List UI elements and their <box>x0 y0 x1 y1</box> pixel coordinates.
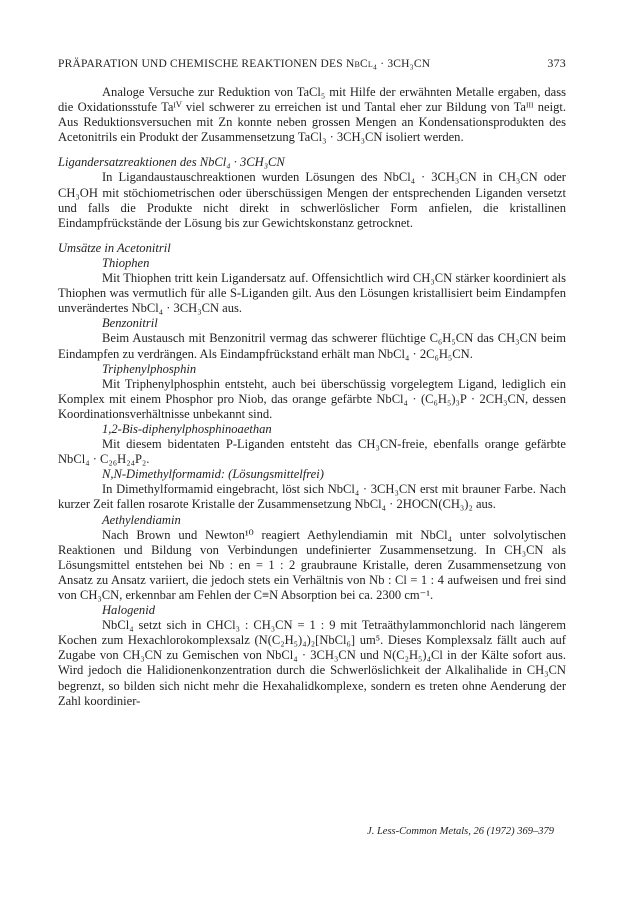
paragraph-reduction: Analoge Versuche zur Reduktion von TaCl₅ mit Hilfe der erwähnten Metalle ergaben, dass die Oxidationsstufe Taᴵⱽ viel schwerer zu erreichen ist und Tantal eher zur Bildung von Taᴵᴵᴵ neigt. Aus Reduktionsversuchen mit Zn konnte neben grossen Mengen an Kondensationsprodukten des Acetonitrils ein Produkt der Zusammensetzung TaCl₃ · 3CH₃CN isoliert werden. <box>58 85 566 145</box>
paragraph-bis-diphenylphosphino: Mit diesem bidentaten P-Liganden entsteht das CH₃CN-freie, ebenfalls orange gefärbte NbCl₄ · C₂₆H₂₄P₂. <box>58 437 566 467</box>
paragraph-ligand-exchange: In Ligandaustauschreaktionen wurden Lösungen des NbCl₄ · 3CH₃CN in CH₃CN oder CH₃OH mit stöchiometrischen oder überschüssigen Mengen der entsprechenden Liganden versetzt und falls die Produkte nicht direkt in schwerlöslicher Form anfielen, die kristallinen Eindampfrückstände der Lösung bis zur Gewichtskonstanz getrocknet. <box>58 170 566 230</box>
subheading-aethylendiamin: Aethylendiamin <box>102 512 181 527</box>
paragraph-triphenylphosphin: Mit Triphenylphosphin entsteht, auch bei überschüssig vorgelegtem Ligand, lediglich ein Komplex mit einem Phosphor pro Niob, das orange gefärbte NbCl₄ · (C₆H₅)₃P · 2CH₃CN, dessen Koordinationsverhältnisse unbekannt sind. <box>58 376 566 421</box>
section-heading-ligand: Ligandersatzreaktionen des NbCl₄ · 3CH₃CN <box>58 155 285 170</box>
paragraph-dimethylformamid: In Dimethylformamid eingebracht, löst sich NbCl₄ · 3CH₃CN erst mit brauner Farbe. Nach kurzer Zeit fallen rosarote Kristalle der Zusammensetzung NbCl₄ · 2HOCN(CH₃)₂ aus. <box>58 482 566 512</box>
subheading-thiophen: Thiophen <box>102 255 150 270</box>
paragraph-benzonitril: Beim Austausch mit Benzonitril vermag das schwerer flüchtige C₆H₅CN das CH₃CN beim Eindampfen zu verdrängen. Als Eindampfrückstand erhält man NbCl₄ · 2C₆H₅CN. <box>58 331 566 361</box>
paragraph-aethylendiamin: Nach Brown und Newton¹⁰ reagiert Aethylendiamin mit NbCl₄ unter solvolytischen Reaktionen und Bildung von Verbindungen undefinierter Zusammensetzung. In CH₃CN als Lösungsmittel entstehen bei Nb : en = 1 : 2 graubraune Kristalle, deren Zusammensetzung von Ansatz zu Ansatz variiert, die jedoch stets ein Verhältnis von Nb : Cl = 1 : 4 aufweisen und frei sind von CH₃CN, erkennbar am Fehlen der C≡N Absorption bei ca. 2300 cm⁻¹. <box>58 527 566 602</box>
paragraph-halogenid: NbCl₄ setzt sich in CHCl₃ : CH₃CN = 1 : 9 mit Tetraäthylammonchlorid nach längerem Kochen zum Hexachlorokomplexsalz (N(C₂H₅)₄)₂[NbCl₆] um⁵. Dieses Komplexsalz fällt auch auf Zugabe von CH₃CN zu Gemischen von NbCl₄ · 3CH₃CN und N(C₂H₅)₄Cl in der Kälte sofort aus. Wird jedoch die Halidionenkonzentration durch die Schwerlöslichkeit der Alkalihalide in CH₃CN begrenzt, so bilden sich nicht mehr die Hexahalidkomplexe, sondern es treten ohne Aenderung der Zahl koordinier- <box>58 618 566 708</box>
subheading-bis-diphenylphosphino: 1,2-Bis-diphenylphosphinoaethan <box>102 421 272 436</box>
body-text <box>58 85 566 709</box>
running-title: PRÄPARATION UND CHEMISCHE REAKTIONEN DES NbCl₄ · 3CH₃CN <box>58 58 431 70</box>
subheading-dimethylformamid: N,N-Dimethylformamid: (Lösungsmittelfrei) <box>102 467 324 482</box>
subheading-benzonitril: Benzonitril <box>102 316 158 331</box>
journal-citation: J. Less-Common Metals, 26 (1972) 369–379 <box>367 826 554 837</box>
page-number: 373 <box>547 56 566 70</box>
subheading-halogenid: Halogenid <box>102 603 155 618</box>
subheading-triphenylphosphin: Triphenylphosphin <box>102 361 197 376</box>
page <box>58 56 566 709</box>
running-header <box>58 56 566 71</box>
section-heading-acetonitrile: Umsätze in Acetonitril <box>58 240 171 255</box>
paragraph-thiophen: Mit Thiophen tritt kein Ligandersatz auf. Offensichtlich wird CH₃CN stärker koordiniert als Thiophen was vermutlich für alle S-Liganden gilt. Aus den Lösungen kristallisiert beim Eindampfen unverändertes NbCl₄ · 3CH₃CN aus. <box>58 271 566 316</box>
